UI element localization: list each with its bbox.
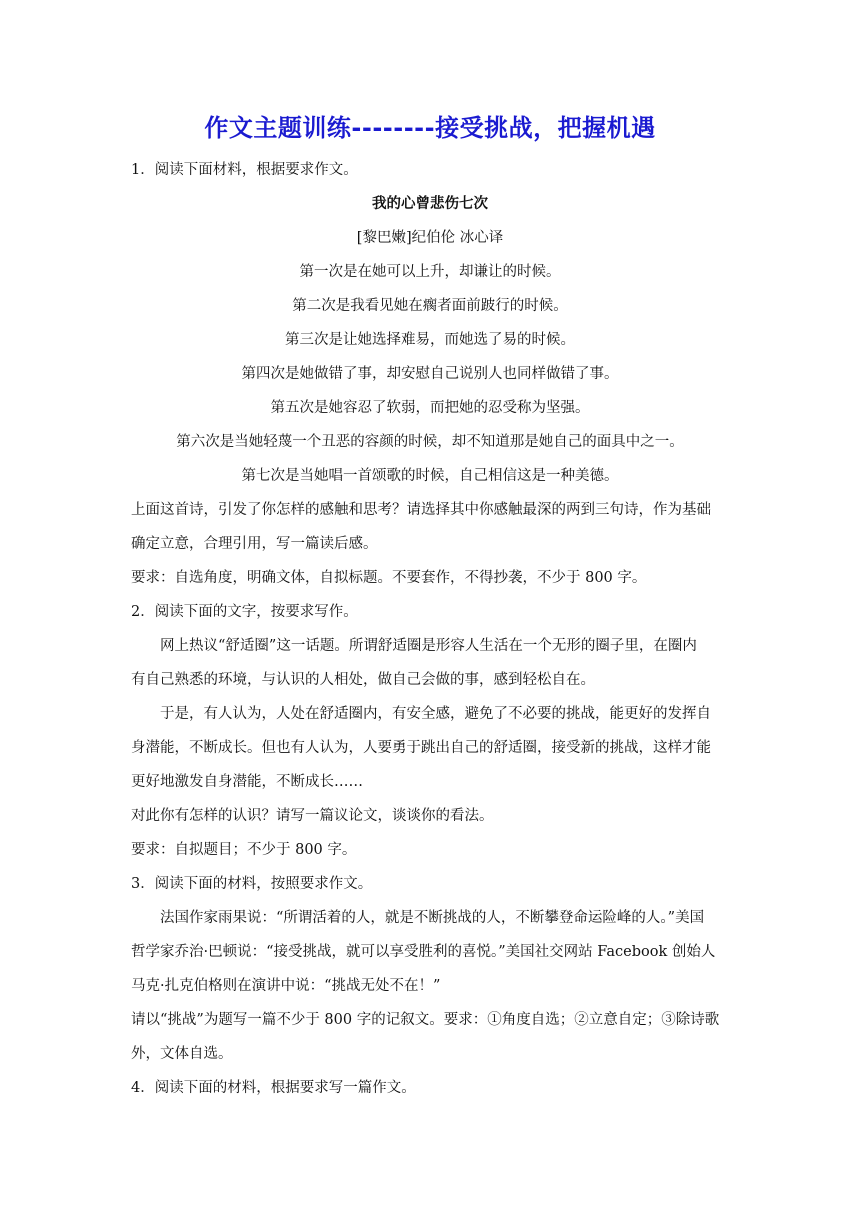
q3-paragraph: 马克·扎克伯格则在演讲中说：“挑战无处不在！” [131, 978, 441, 994]
poem-line: 第五次是她容忍了软弱，而把她的忍受称为坚强。 [270, 400, 590, 416]
q2-paragraph: 身潜能，不断成长。但也有人认为，人要勇于跳出自己的舒适圈，接受新的挑战，这样才能 [131, 740, 711, 756]
q1-intro: 1．阅读下面材料，根据要求作文。 [131, 162, 358, 178]
q3-paragraph: 哲学家乔治·巴顿说：“接受挑战，就可以享受胜利的喜悦。”美国社交网站 Facebook 创始人 [131, 944, 716, 960]
poem-line: 第四次是她做错了事，却安慰自己说别人也同样做错了事。 [241, 366, 619, 382]
q2-paragraph: 更好地激发自身潜能，不断成长…… [131, 774, 363, 790]
q3-task: 外，文体自选。 [131, 1046, 233, 1062]
poem-title: 我的心曾悲伤七次 [372, 195, 488, 212]
q2-requirement: 要求：自拟题目；不少于 800 字。 [131, 842, 357, 858]
q1-task: 确定立意，合理引用，写一篇读后感。 [131, 536, 378, 552]
q1-task: 上面这首诗，引发了你怎样的感触和思考？请选择其中你感触最深的两到三句诗，作为基础 [131, 502, 711, 518]
poem-line: 第三次是让她选择难易，而她选了易的时候。 [285, 332, 575, 348]
q2-task: 对此你有怎样的认识？请写一篇议论文，谈谈你的看法。 [131, 808, 494, 824]
q2-intro: 2．阅读下面的文字，按要求写作。 [131, 604, 358, 620]
poem-line: 第七次是当她唱一首颂歌的时候，自己相信这是一种美德。 [241, 468, 619, 484]
poem-line: 第一次是在她可以上升，却谦让的时候。 [299, 264, 561, 280]
poem-line: 第二次是我看见她在瘸者面前跛行的时候。 [292, 298, 568, 314]
q1-requirement: 要求：自选角度，明确文体，自拟标题。不要套作，不得抄袭，不少于 800 字。 [131, 570, 647, 586]
q2-paragraph: 于是，有人认为，人处在舒适圈内，有安全感，避免了不必要的挑战，能更好的发挥自 [160, 706, 711, 722]
q2-paragraph: 网上热议“舒适圈”这一话题。所谓舒适圈是形容人生活在一个无形的圈子里，在圈内 [160, 638, 697, 654]
poem-line: 第六次是当她轻蔑一个丑恶的容颜的时候，却不知道那是她自己的面具中之一。 [176, 434, 684, 450]
q2-paragraph: 有自己熟悉的环境，与认识的人相处，做自己会做的事，感到轻松自在。 [131, 672, 595, 688]
document-title: 作文主题训练--------接受挑战，把握机遇 [204, 114, 656, 142]
poem-author: [黎巴嫩]纪伯伦 冰心译 [356, 230, 504, 246]
q3-task: 请以“挑战”为题写一篇不少于 800 字的记叙文。要求：①角度自选；②立意自定；③除诗歌 [131, 1012, 720, 1028]
q4-intro: 4．阅读下面的材料，根据要求写一篇作文。 [131, 1080, 416, 1096]
q3-intro: 3．阅读下面的材料，按照要求作文。 [131, 876, 373, 892]
q3-paragraph: 法国作家雨果说：“所谓活着的人，就是不断挑战的人，不断攀登命运险峰的人。”美国 [160, 910, 705, 926]
